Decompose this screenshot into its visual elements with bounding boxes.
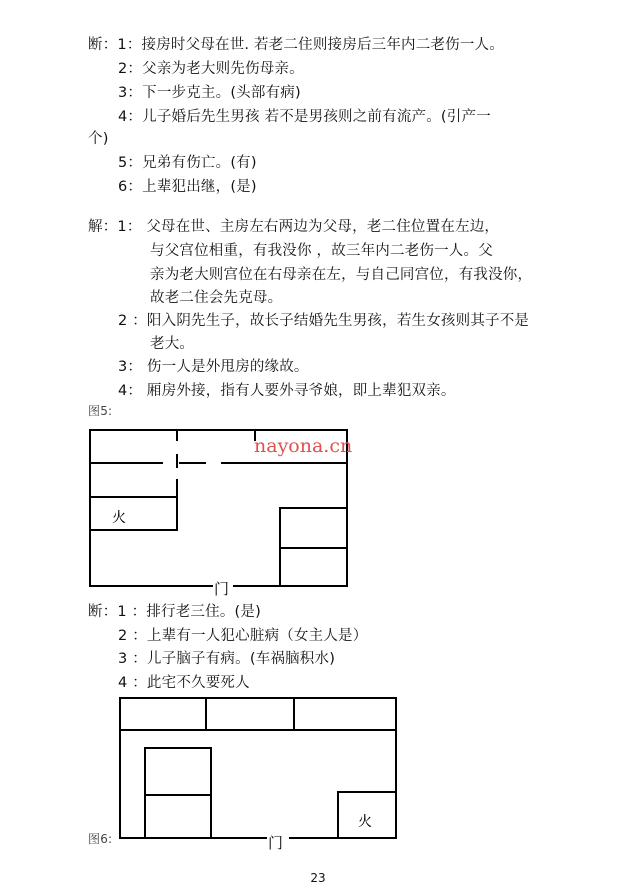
figure5-door-label: 门 (214, 580, 230, 598)
explanation-3-line: 3： 伤一人是外甩房的缘故。 (118, 359, 309, 375)
figure6-fire-label: 火 (358, 814, 372, 830)
explanation-4-line: 4： 厢房外接，指有人要外寻爷娘，即上辈犯双亲。 (118, 383, 456, 399)
figure5-watermark: nayona.cn (254, 435, 353, 457)
judgment-3-line: 3：下一步克主。(头部有病) (118, 85, 301, 101)
explanation-2-continuation: 老大。 (150, 336, 195, 352)
explanation-1-line-2: 与父宫位相重，有我没你 ，故三年内二老伤一人。父 (150, 243, 493, 259)
judgment-4-continuation: 个) (88, 131, 109, 147)
judgment-6-line: 6：上辈犯出继，(是) (118, 179, 257, 195)
figure5-fire-label: 火 (112, 510, 126, 526)
judgment-1-line: 断：1：接房时父母在世. 若老二住则接房后三年内二老伤一人。 (88, 37, 504, 53)
judgment2-3-line: 3 ：儿子脑子有病。(车祸脑积水) (118, 651, 336, 667)
judgment2-1-line: 断：1 ：排行老三住。(是) (88, 604, 261, 620)
judgment-2-line: 2：父亲为老大则先伤母亲。 (118, 61, 304, 77)
judgment-5-line: 5：兄弟有伤亡。(有) (118, 155, 257, 171)
explanation-1-line-4: 故老二住会先克母。 (150, 290, 283, 306)
explanation-1-line-3: 亲为老大则宫位在右母亲在左，与自己同宫位，有我没你， (150, 267, 533, 283)
figure6-caption: 图6: (88, 832, 113, 846)
judgment-4-line: 4：儿子婚后先生男孩 若不是男孩则之前有流产。(引产一 (118, 109, 491, 125)
figure6-door-label: 门 (268, 834, 284, 852)
judgment2-4-line: 4 ：此宅不久要死人 (118, 675, 250, 691)
page-number: 23 (310, 871, 326, 885)
explanation-2-line: 2 ：阳入阴先生子，故长子结婚先生男孩，若生女孩则其子不是 (118, 313, 530, 329)
figure5-caption: 图5: (88, 404, 113, 418)
explanation-1-line: 解：1： 父母在世、主房左右两边为父母，老二住位置在左边， (88, 219, 500, 235)
judgment2-2-line: 2 ：上辈有一人犯心脏病（女主人是） (118, 628, 368, 644)
